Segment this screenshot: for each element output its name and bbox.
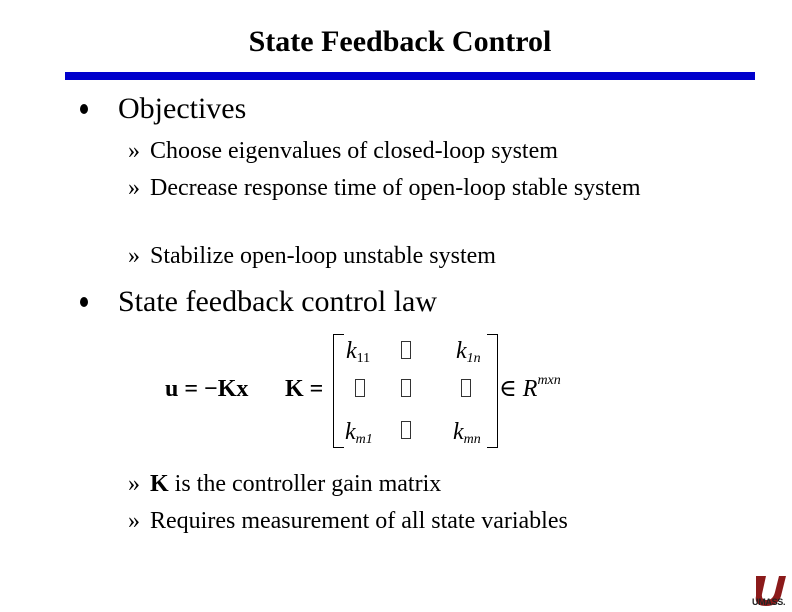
cell-subscript: mn bbox=[463, 432, 481, 447]
sub-item-text: Requires measurement of all state variables bbox=[150, 508, 568, 534]
umass-logo-text: UMASS. bbox=[752, 597, 786, 607]
sub-item-rest: is the controller gain matrix bbox=[168, 471, 442, 497]
sub-item-text: Choose eigenvalues of closed-loop system bbox=[150, 138, 558, 164]
placeholder-glyph bbox=[401, 341, 411, 359]
bullet-control-law: State feedback control law bbox=[118, 285, 438, 318]
title-rule bbox=[65, 72, 755, 80]
real-space-membership bbox=[499, 374, 561, 408]
placeholder-glyph bbox=[401, 421, 411, 439]
sub-item-text: Decrease response time of open-loop stable system bbox=[150, 175, 641, 201]
bullet-dot bbox=[80, 297, 88, 307]
cell-subscript: m1 bbox=[355, 432, 373, 447]
cell-subscript: 11 bbox=[356, 351, 371, 366]
sub-marker: » bbox=[128, 175, 140, 201]
sub-marker: » bbox=[128, 508, 140, 534]
bullet-dot bbox=[80, 104, 88, 114]
cell-base: k bbox=[453, 419, 464, 445]
matrix-cell-km1 bbox=[345, 418, 373, 454]
membership-symbol: ∈ R bbox=[499, 376, 538, 402]
sub-item-text: Stabilize open-loop unstable system bbox=[150, 243, 496, 269]
cell-subscript: 1n bbox=[466, 351, 481, 366]
cell-base: k bbox=[345, 419, 356, 445]
placeholder-glyph bbox=[355, 379, 365, 397]
matrix-cell-kmn bbox=[453, 418, 481, 454]
control-law-equation: u = −Kx bbox=[165, 376, 249, 402]
bullet-objectives: Objectives bbox=[118, 92, 247, 125]
bold-k-symbol: K bbox=[150, 471, 169, 497]
sub-item-text bbox=[150, 469, 441, 499]
matrix-left-bracket bbox=[333, 334, 344, 448]
matrix-lhs: K = bbox=[285, 376, 324, 402]
placeholder-glyph bbox=[461, 379, 471, 397]
cell-base: k bbox=[346, 338, 357, 364]
matrix-cell-k11 bbox=[346, 337, 370, 373]
matrix-right-bracket bbox=[487, 334, 498, 448]
placeholder-glyph bbox=[401, 379, 411, 397]
cell-base: k bbox=[456, 338, 467, 364]
slide-title: State Feedback Control bbox=[248, 25, 552, 58]
dimension-superscript: mxn bbox=[537, 373, 561, 388]
sub-marker: » bbox=[128, 471, 140, 497]
sub-marker: » bbox=[128, 138, 140, 164]
sub-marker: » bbox=[128, 243, 140, 269]
matrix-cell-k1n bbox=[456, 337, 481, 373]
